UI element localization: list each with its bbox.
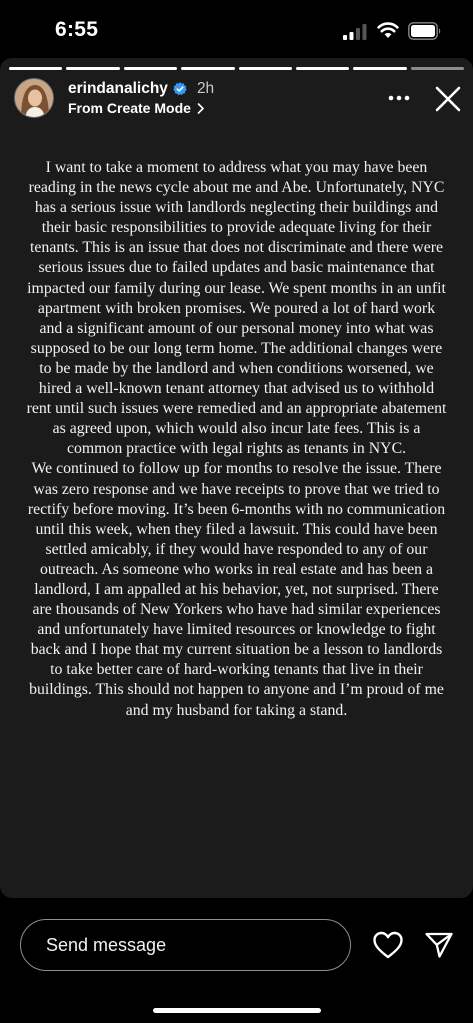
post-time: 2h xyxy=(196,80,215,97)
progress-segment xyxy=(9,67,62,70)
verified-badge-icon xyxy=(173,82,187,96)
battery-icon xyxy=(408,22,442,40)
heart-icon[interactable] xyxy=(372,930,404,960)
avatar[interactable] xyxy=(14,78,54,118)
story-card[interactable] xyxy=(0,58,473,898)
chevron-right-icon xyxy=(197,103,205,114)
progress-segment xyxy=(239,67,292,70)
progress-segment xyxy=(66,67,119,70)
story-paragraph: I want to take a moment to address what you may have been reading in the news cycle about me and Abe. Unfortunately, NYC has a serious issue with landlords neglecting their buildings and their basic responsibilities to provide adequate living for their tenants. This is an issue that does not discriminate and there were serious issues due to failed updates and basic maintenance that impacted our family during our lease. We spent months in an unfit apartment with broken promises. We poured a lot of hard work and a significant amount of our personal money into what was supposed to be our long term home. The additional changes were to be made by the landlord and when conditions worsened, we hired a well-known tenant attorney that advised us to withhold rent until such issues were remedied and an appropriate abatement as agreed upon, which would also incur late fees. This is a common practice with legal rights as tenants in NYC. xyxy=(26,159,447,458)
status-time: 6:55 xyxy=(55,18,99,41)
send-message-input[interactable] xyxy=(20,919,351,971)
wifi-icon xyxy=(377,21,399,39)
close-icon[interactable] xyxy=(433,84,463,114)
signal-icon xyxy=(343,24,367,40)
more-options-button[interactable] xyxy=(384,88,414,108)
progress-segment xyxy=(411,67,464,70)
progress-segment xyxy=(124,67,177,70)
progress-segment xyxy=(353,67,406,70)
story-progress-bar xyxy=(9,67,464,70)
story-header xyxy=(68,79,214,99)
story-paragraph: We continued to follow up for months to resolve the issue. There was zero response and we have receipts to prove that we tried to rectify before moving. It’s been 6-months with no communication until this week, when they filed a lawsuit. This could have been settled amicably, if they would have responded to any of our outreach. As someone who works in real estate and has been a landlord, I am appalled at his behavior, yet, not surprised. There are thousands of New Yorkers who have had similar experiences and unfortunately have limited resources or knowledge to fight back and I hope that my current situation be a lesson to landlords to take better care of hard-working tenants that live in their buildings. This should not happen to anyone and I’m proud of me and my husband for taking a stand. xyxy=(27,460,446,719)
username[interactable]: erindanalichy xyxy=(68,80,168,97)
create-mode-link[interactable] xyxy=(68,100,205,116)
avatar-photo xyxy=(15,79,54,118)
story-text xyxy=(26,158,447,721)
status-bar xyxy=(0,0,473,58)
progress-segment xyxy=(181,67,234,70)
progress-segment xyxy=(296,67,349,70)
home-indicator[interactable] xyxy=(153,1008,321,1013)
create-mode-label: From Create Mode xyxy=(68,100,191,116)
paper-plane-icon[interactable] xyxy=(424,931,454,959)
